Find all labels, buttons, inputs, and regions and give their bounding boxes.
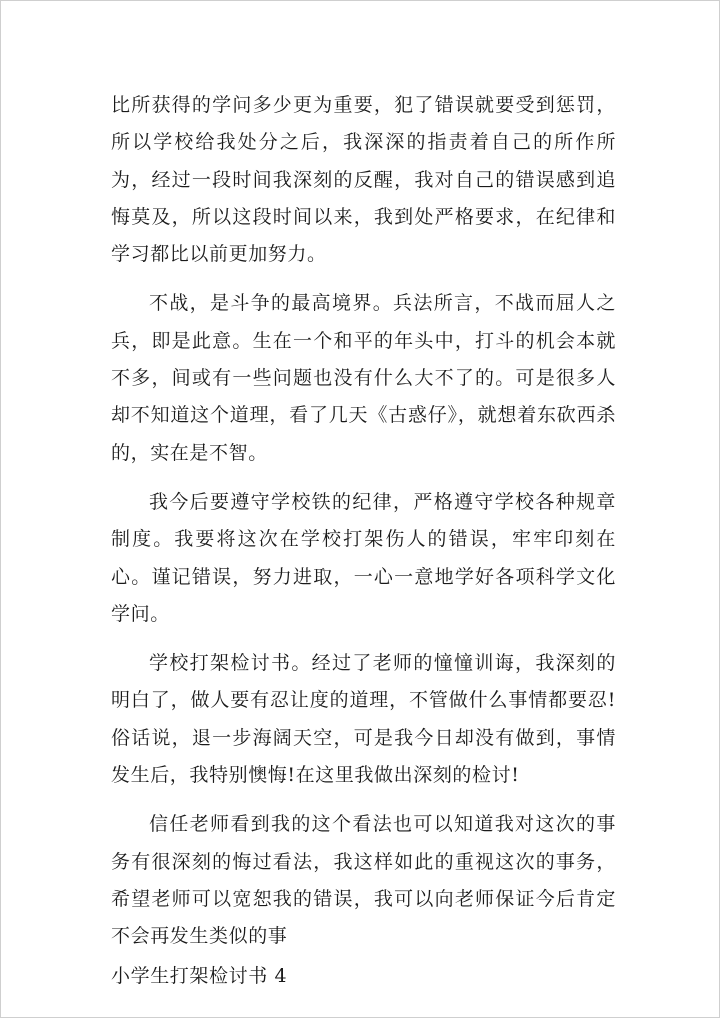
paragraph-self-criticism: 学校打架检讨书。经过了老师的憧憧训诲，我深刻的明白了，做人要有忍让度的道理，不管做什么事情都要忍!俗话说，退一步海阔天空，可是我今日却没有做到，事情发生后，我特别懊悔!在这里我做出深刻的检讨!	[111, 652, 616, 787]
paragraph-trust-teacher: 信任老师看到我的这个看法也可以知道我对这次的事务有很深刻的悔过看法，我这样如此的重视这次的事务，希望老师可以宽恕我的错误，我可以向老师保证今后肯定不会再发生类似的事	[111, 813, 616, 948]
paragraph-continuation: 比所获得的学问多少更为重要，犯了错误就要受到惩罚，所以学校给我处分之后，我深深的指责着自己的所作所为，经过一段时间我深刻的反醒，我对自己的错误感到追悔莫及，所以这段时间以来，我到处严格要求，在纪律和学习都比以前更加努力。	[111, 94, 616, 266]
paragraph-school-rules: 我今后要遵守学校铁的纪律，严格遵守学校各种规章制度。我要将这次在学校打架伤人的错误，牢牢印刻在心。谨记错误，努力进取，一心一意地学好各项科学文化学问。	[111, 490, 616, 625]
document-body	[111, 87, 616, 995]
next-section-title: 小学生打架检讨书 4	[111, 964, 288, 987]
paragraph-not-fighting: 不战，是斗争的最高境界。兵法所言，不战而屈人之兵，即是此意。生在一个和平的年头中，打斗的机会本就不多，间或有一些问题也没有什么大不了的。可是很多人却不知道这个道理，看了几天《古惑仔》，就想着东砍西杀的，实在是不智。	[111, 292, 616, 464]
